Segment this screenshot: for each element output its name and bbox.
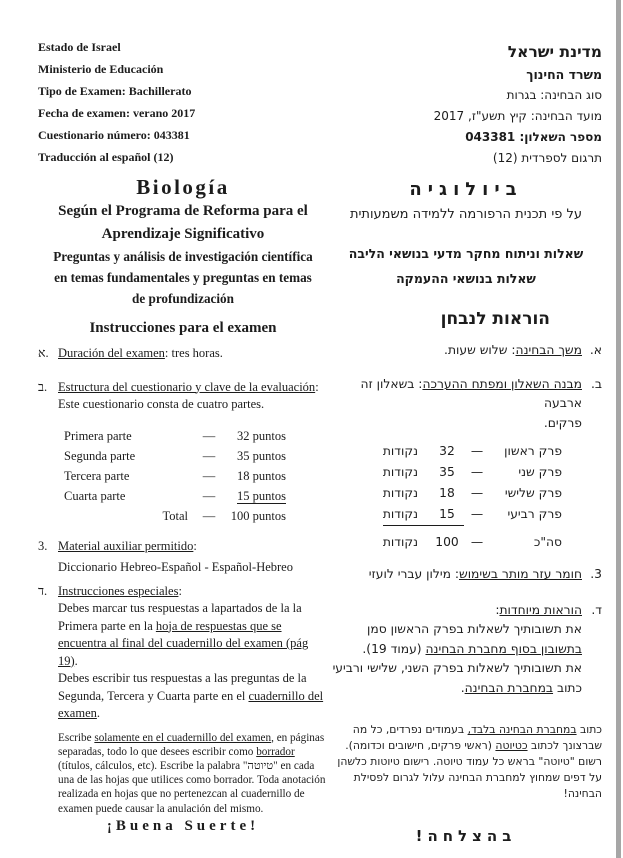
special-paragraph-1-he [330, 620, 582, 659]
subject-title-he: ביולוגיה [409, 179, 523, 200]
part-label-he: פרק שלישי [504, 486, 562, 500]
item-marker: 3. [590, 567, 602, 581]
notice-seg2-underlined-he: במחברת הבחינה בלבד, [467, 723, 577, 736]
spanish-header [38, 36, 328, 168]
item-marker: ד. [38, 583, 48, 598]
part-label-he: פרק רביעי [507, 507, 562, 521]
part-points: 32 puntos [237, 428, 286, 443]
underlined-points: 15 puntos [237, 488, 286, 503]
exam-type-label-he: סוג הבחינה: בגרות [506, 88, 602, 102]
program-subtitle-line2: Aprendizaje Significativo [101, 226, 265, 242]
part-label-he: פרק ראשון [504, 444, 562, 458]
exam-date-label: Fecha de examen: verano 2017 [38, 106, 196, 120]
total-label: Total [162, 508, 188, 523]
program-subtitle-line1: Según el Programa de Reforma para el [58, 203, 308, 219]
duration-text: : tres horas. [164, 346, 223, 360]
part-label: Tercera parte [64, 468, 130, 483]
table-row [330, 462, 562, 483]
points-word: נקודות [382, 507, 418, 521]
special-instructions-title: Instrucciones especiales [58, 583, 179, 598]
table-row [64, 466, 328, 486]
dash: — [202, 468, 216, 483]
table-row [330, 441, 562, 462]
state-of-israel-label-he: מדינת ישראל [507, 43, 602, 61]
translation-label-he: תרגום לספרדית (12) [492, 151, 602, 165]
material-text-he: : מילון עברי לועזי [368, 567, 459, 581]
notice-seg1: Escribe [58, 731, 95, 744]
draft-notice [58, 731, 328, 816]
state-of-israel-label: Estado de Israel [38, 40, 121, 54]
exam-description-he [330, 241, 602, 291]
structure-text: Este cuestionario consta de cuatro partes. [58, 397, 265, 411]
notice-seg3: en páginas separadas, todo lo que desees escribir como [58, 731, 325, 758]
special-paragraph-2-he [330, 659, 582, 698]
ministry-of-education-label: Ministerio de Educación [38, 62, 164, 76]
part-points-he: 15 [439, 507, 455, 521]
points-word: נקודות [382, 444, 418, 458]
part-label-he: פרק שני [518, 465, 562, 479]
dash: — [470, 444, 484, 458]
points-table-spanish [64, 426, 328, 526]
para2-underlined-he: במחברת הבחינה [464, 680, 554, 695]
instruction-item-material [38, 538, 328, 577]
dash: — [470, 507, 484, 521]
dash: — [470, 486, 484, 500]
dash: — [202, 488, 216, 503]
part-points-he: 18 [439, 486, 455, 500]
table-total-row [330, 532, 562, 553]
dictionary-text: Diccionario Hebreo-Español - Español-Hebreo [58, 560, 293, 574]
subject-title: Biología [136, 175, 230, 199]
points-word: נקודות [382, 535, 418, 549]
table-row [64, 426, 328, 446]
exam-type-label: Tipo de Examen: Bachillerato [38, 84, 192, 98]
exam-date-label-he: מועד הבחינה: קיץ תשע"ז, 2017 [433, 109, 602, 123]
underlined-points-he [383, 504, 464, 526]
questionnaire-number-label-he: מספר השאלון: 043381 [465, 130, 602, 144]
item-marker: 3. [38, 538, 48, 553]
part-label: Segunda parte [64, 448, 136, 463]
points-word: נקודות [382, 486, 418, 500]
duration-title-he: משך הבחינה [515, 343, 582, 357]
part-points: 18 puntos [237, 468, 286, 483]
part-points: 35 puntos [237, 448, 286, 463]
para1-end: . [74, 653, 78, 668]
para2-text: Debes escribir tus respuestas a las preguntas de la Segunda, Tercera y Cuarta parte en el [58, 671, 307, 703]
special-colon-he: : [495, 602, 500, 617]
notice-seg1-he: כתוב [576, 723, 602, 736]
page-edge-shadow [616, 0, 621, 858]
notice-seg5-he: (ראשי פרקים, חישובים וכדומה). רשום "טיוטה" בראש כל עמוד טיוטה. רישום טיוטות כלשהן על דפים שמחוץ למחברת הבחינה עלול לגרום לפסילת הבחינה! [337, 739, 602, 800]
ministry-of-education-label-he: משרד החינוך [526, 67, 602, 82]
dash: — [470, 465, 484, 479]
instructions-heading: Instrucciones para el examen [89, 320, 277, 336]
structure-title-he: מבנה השאלון ומפתח ההערכה [422, 376, 582, 391]
para2-text-he: את תשובותיך לשאלות בפרק השני, שלישי ורביעי כתוב [332, 661, 582, 695]
special-paragraph-2 [58, 670, 328, 723]
exam-description-line3: de profundización [132, 291, 234, 306]
structure-text-he-line2: פרקים. [543, 415, 582, 430]
para2-end-he: . [460, 680, 465, 695]
draft-notice-he [330, 722, 602, 802]
part-label: Cuarta parte [64, 488, 126, 503]
points-word: נקודות [382, 465, 418, 479]
hebrew-column [330, 40, 602, 846]
good-luck-spanish: ¡Buena Suerte! [106, 817, 260, 834]
table-row [330, 504, 562, 526]
dash: — [202, 448, 216, 463]
program-subtitle-he: על פי תכנית הרפורמה ללמידה משמעותית [349, 207, 583, 222]
item-marker: א. [589, 343, 602, 357]
notice-seg4-underlined: borrador [256, 745, 295, 758]
part-points-he: 35 [439, 465, 455, 479]
translation-label: Traducción al español (12) [38, 150, 174, 164]
total-points: 100 puntos [230, 508, 286, 523]
table-row [64, 486, 328, 506]
good-luck-hebrew: בהצלחה! [415, 827, 517, 845]
part-points-he: 32 [439, 444, 455, 458]
duration-text-he: : שלוש שעות. [444, 343, 516, 357]
structure-title: Estructura del cuestionario y clave de la evaluación [58, 379, 316, 394]
table-total-row [64, 506, 328, 526]
spanish-title-block [38, 174, 328, 309]
material-title-he: חומר עזר מותר בשימוש [458, 567, 582, 581]
instruction-item-special-he [330, 601, 602, 699]
notice-seg2-underlined: solamente en el cuadernillo del examen, [94, 731, 274, 744]
item-marker: ב. [590, 376, 602, 391]
part-points [224, 486, 286, 506]
points-table-hebrew [330, 441, 562, 553]
instruction-item-material-he [330, 565, 602, 585]
total-points-he: 100 [435, 535, 459, 549]
total-label-he: סה"כ [533, 535, 562, 549]
exam-description-line1: Preguntas y análisis de investigación científica [53, 249, 313, 264]
exam-description-he-line1: שאלות וניתוח מחקר מדעי בנושאי הליבה [348, 246, 584, 261]
notice-seg3-he: בעמודים נפרדים, כל מה שברצונך לכתוב [352, 723, 602, 752]
instruction-item-special [38, 583, 328, 816]
item-marker: ב. [38, 379, 48, 394]
instruction-item-duration [38, 345, 328, 363]
para2-underlined: cuadernillo del examen [58, 688, 324, 720]
hebrew-title-block [330, 177, 602, 291]
dash: — [202, 508, 216, 523]
notice-seg4-underlined-he: כטיוטה [495, 739, 528, 752]
special-instructions-title-he: הוראות מיוחדות [499, 602, 582, 617]
dash: — [202, 428, 216, 443]
special-colon: : [178, 583, 182, 598]
hebrew-header [330, 40, 602, 169]
table-row [64, 446, 328, 466]
para1-text: Debes marcar tus respuestas a lapartados de la la Primera parte en la [58, 601, 302, 633]
material-colon: : [193, 538, 197, 553]
instruction-item-duration-he [330, 341, 602, 361]
para1-underlined-he: בתשובון בסוף מחברת הבחינה [425, 641, 582, 656]
item-marker: א. [38, 346, 49, 360]
instructions-heading-he: הוראות לנבחן [440, 309, 550, 329]
item-marker: ד. [591, 602, 602, 617]
para1-underlined: hoja de respuestas que se encuentra al final del cuadernillo del examen (pág 19) [58, 618, 309, 668]
table-row [330, 483, 562, 504]
exam-description-he-line2: שאלות בנושאי ההעמקה [396, 271, 536, 286]
structure-colon: : [315, 379, 319, 394]
special-paragraph-1 [58, 600, 328, 670]
part-label: Primera parte [64, 428, 132, 443]
notice-seg5: (títulos, cálculos, etc). Escribe la palabra "טיוטה" en cada una de las hojas que utilices como borrador. Toda anotación realizada en hojas que no pertenezcan al cuadernillo de examen puede causar la anulación del mismo. [58, 759, 326, 815]
instruction-item-structure-he [330, 375, 602, 434]
spanish-column [38, 36, 328, 835]
para1-text-he: את תשובותיך לשאלות בפרק הראשון סמן [367, 622, 582, 636]
para1-end-he: (עמוד 19). [362, 641, 426, 656]
exam-description-line2: en temas fundamentales y preguntas en temas [54, 270, 312, 285]
material-title: Material auxiliar permitido [58, 538, 194, 553]
questionnaire-number-label: Cuestionario número: 043381 [38, 128, 190, 142]
dash: — [470, 535, 484, 549]
duration-title: Duración del examen [58, 346, 165, 360]
para2-end: . [96, 706, 100, 720]
structure-text-he: : בשאלון זה ארבעה [360, 376, 582, 410]
instruction-item-structure [38, 379, 328, 414]
